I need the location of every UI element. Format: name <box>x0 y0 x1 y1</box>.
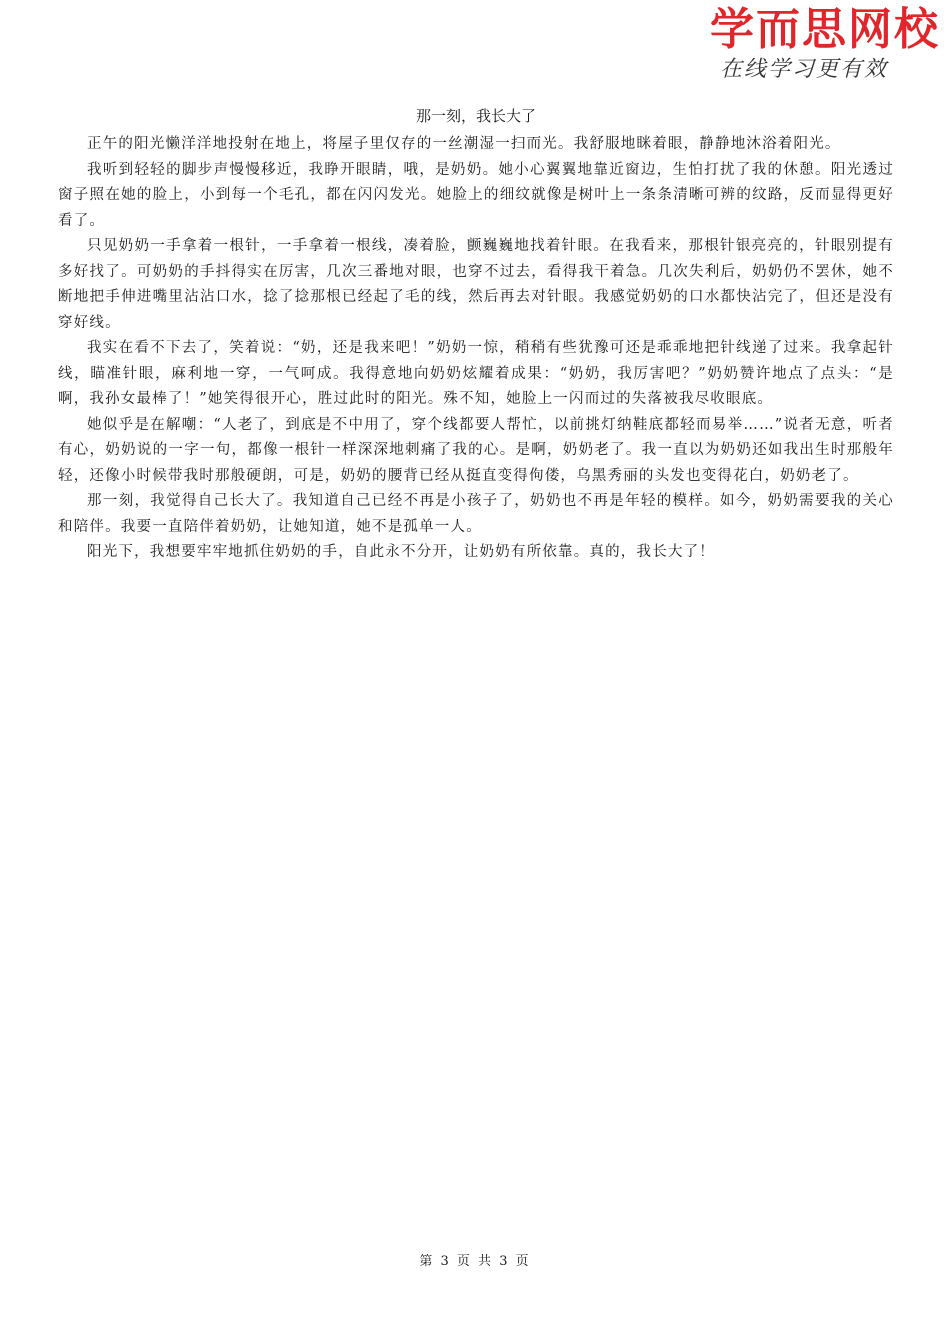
page-number: 第 3 页 共 3 页 <box>419 1254 531 1269</box>
paragraph-2: 我听到轻轻的脚步声慢慢移近，我睁开眼睛，哦，是奶奶。她小心翼翼地靠近窗边，生怕打扰了我的休憩。阳光透过窗子照在她的脸上，小到每一个毛孔，都在闪闪发光。她脸上的细纹就像是树叶上一条条清晰可辨的纹路，反而显得更好看了。 <box>58 161 894 229</box>
paragraph-6: 那一刻，我觉得自己长大了。我知道自己已经不再是小孩子了，奶奶也不再是年轻的模样。如今，奶奶需要我的关心和陪伴。我要一直陪伴着奶奶，让她知道，她不是孤单一人。 <box>58 493 894 535</box>
paragraph-1: 正午的阳光懒洋洋地投射在地上，将屋子里仅存的一丝潮湿一扫而光。我舒服地眯着眼，静静地沐浴着阳光。 <box>87 136 841 152</box>
brand-logo <box>680 4 940 84</box>
paragraph-5: 她似乎是在解嘲：“人老了，到底是不中用了，穿个线都要人帮忙，以前挑灯纳鞋底都轻而易举……”说者无意，听者有心，奶奶说的一字一句，都像一根针一样深深地刺痛了我的心。是啊，奶奶老了。我一直以为奶奶还如我出生时那般年轻，还像小时候带我时那般硬朗，可是，奶奶的腰背已经从挺直变得佝偻，乌黑秀丽的头发也变得花白，奶奶老了。 <box>58 416 894 484</box>
logo-tagline: 在线学习更有效 <box>719 57 888 82</box>
paragraph-4: 我实在看不下去了，笑着说：“奶，还是我来吧！”奶奶一惊，稍稍有些犹豫可还是乖乖地把针线递了过来。我拿起针线，瞄准针眼，麻利地一穿，一气呵成。我得意地向奶奶炫耀着成果：“奶奶，我厉害吧？”奶奶赞许地点了点头：“是啊，我孙女最棒了！”她笑得很开心，胜过此时的阳光。殊不知，她脸上一闪而过的失落被我尽收眼底。 <box>58 340 894 407</box>
logo-text: 学而思网校 <box>710 4 940 55</box>
paragraph-7: 阳光下，我想要牢牢地抓住奶奶的手，自此永不分开，让奶奶有所依靠。真的，我长大了！ <box>87 544 715 560</box>
article-title: 那一刻，我长大了 <box>415 107 536 125</box>
article-body <box>58 104 894 566</box>
paragraph-3: 只见奶奶一手拿着一根针，一手拿着一根线，凑着脸，颤巍巍地找着针眼。在我看来，那根针银亮亮的，针眼别提有多好找了。可奶奶的手抖得实在厉害，几次三番地对眼，也穿不过去，看得我干着急。几次失利后，奶奶仍不罢休，她不断地把手伸进嘴里沾沾口水，捻了捻那根已经起了毛的线，然后再去对针眼。我感觉奶奶的口水都快沾完了，但还是没有穿好线。 <box>58 238 894 331</box>
